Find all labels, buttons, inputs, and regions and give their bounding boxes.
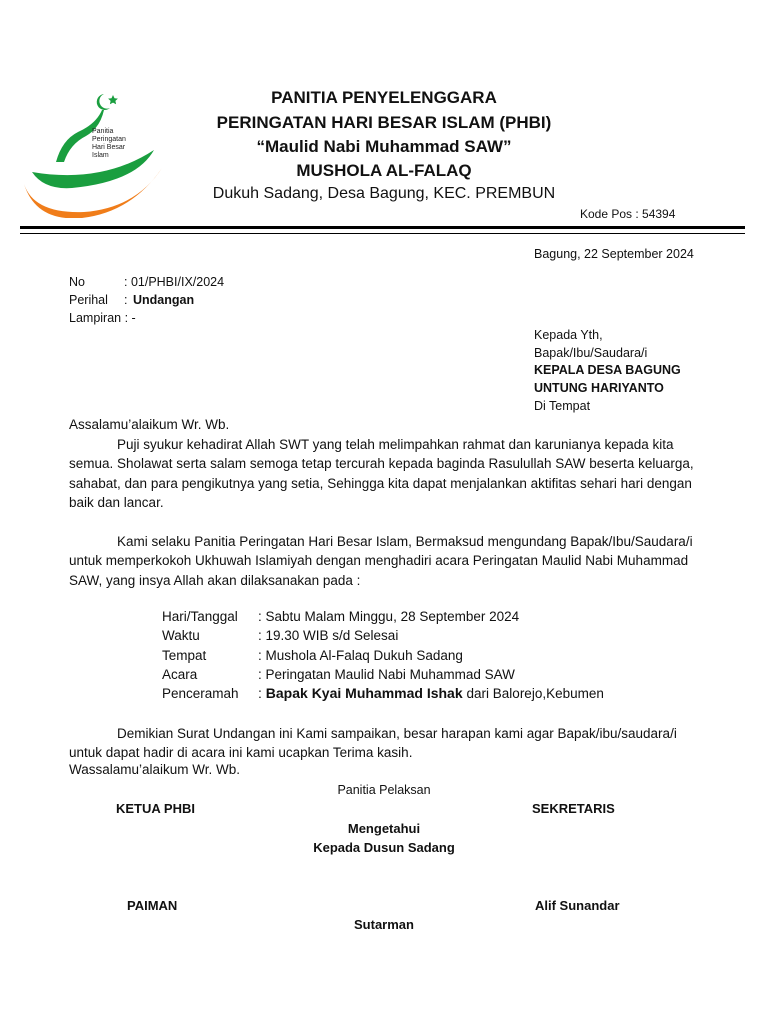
perihal-sep: : [124, 293, 128, 307]
detail-hari-label: Hari/Tanggal [162, 609, 238, 624]
logo-caption: Panitia Peringatan Hari Besar Islam [92, 128, 126, 159]
paragraph-closing: Demikian Surat Undangan ini Kami sampaikan, besar harapan kami agar Bapak/ibu/saudara/i untuk dapat hadir di acara ini kami ucapkan Terima kasih. [69, 726, 677, 761]
closing-salam: Wassalamu’alaikum Wr. Wb. [69, 762, 241, 777]
header-divider-thin [20, 233, 745, 234]
penceramah-sep: : [258, 685, 262, 701]
no-value: : 01/PHBI/IX/2024 [124, 275, 225, 289]
penceramah-origin: dari Balorejo,Kebumen [466, 686, 604, 701]
detail-tempat-value: : Mushola Al-Falaq Dukuh Sadang [258, 648, 463, 663]
ketua-title: KETUA PHBI [116, 801, 195, 816]
sekretaris-title: SEKRETARIS [532, 801, 615, 816]
recipient-title: KEPALA DESA BAGUNG [534, 363, 681, 377]
perihal-label: Perihal [69, 293, 108, 307]
detail-tempat-label: Tempat [162, 648, 207, 663]
detail-acara-label: Acara [162, 667, 198, 682]
greeting: Assalamu’alaikum Wr. Wb. [69, 417, 230, 432]
panitia-label: Panitia Pelaksan [337, 783, 431, 797]
perihal-value: Undangan [133, 293, 195, 307]
ketua-name: PAIMAN [127, 898, 178, 913]
recipient-line1: Kepada Yth, [534, 328, 603, 342]
lampiran: Lampiran : - [69, 311, 136, 325]
address: Dukuh Sadang, Desa Bagung, KEC. PREMBUN [212, 185, 556, 202]
detail-waktu-value: : 19.30 WIB s/d Selesai [258, 628, 399, 643]
recipient-name: UNTUNG HARIYANTO [534, 381, 664, 395]
detail-penceramah-label: Penceramah [162, 686, 239, 701]
detail-hari-value: : Sabtu Malam Minggu, 28 September 2024 [258, 609, 520, 624]
event-subtitle: “Maulid Nabi Muhammad SAW” [256, 137, 512, 156]
kepada-dusun-label: Kepada Dusun Sadang [313, 840, 455, 855]
mengetahui-label: Mengetahui [347, 821, 421, 836]
event-title: PERINGATAN HARI BESAR ISLAM (PHBI) [216, 113, 552, 132]
penceramah-name: Bapak Kyai Muhammad Ishak [265, 685, 463, 701]
org-title: PANITIA PENYELENGGARA [271, 88, 497, 107]
postal-code: Kode Pos : 54394 [580, 207, 676, 221]
sekretaris-name: Alif Sunandar [535, 898, 620, 913]
recipient-line2: Bapak/Ibu/Saudara/i [534, 346, 648, 360]
paragraph-opening: Puji syukur kehadirat Allah SWT yang telah melimpahkan rahmat dan karunianya kepada kita semua. Sholawat serta salam semoga tetap tercurah kepada baginda Rasulullah SAW beserta keluarga, sahabat, dan para pengikutnya yang setia, Sehingga kita dapat menjalankan aktifitas sehari hari dengan baik dan lancar. [69, 437, 694, 510]
detail-waktu-label: Waktu [162, 628, 200, 643]
no-label: No [69, 275, 85, 289]
paragraph-invitation: Kami selaku Panitia Peringatan Hari Besar Islam, Bermaksud mengundang Bapak/Ibu/Saudara/i untuk memperkokoh Ukhuwah Islamiyah dengan menghadiri acara Peringatan Maulid Nabi Muhammad SAW, yang insya Allah akan dilaksanakan pada : [69, 534, 693, 588]
detail-acara-value: : Peringatan Maulid Nabi Muhammad SAW [258, 667, 515, 682]
kepala-dusun-name: Sutarman [354, 917, 414, 932]
recipient-place: Di Tempat [534, 399, 591, 413]
letter-date: Bagung, 22 September 2024 [534, 247, 694, 261]
header-divider-thick [20, 226, 745, 229]
venue-title: MUSHOLA AL-FALAQ [296, 161, 472, 180]
detail-penceramah-value [258, 685, 604, 701]
